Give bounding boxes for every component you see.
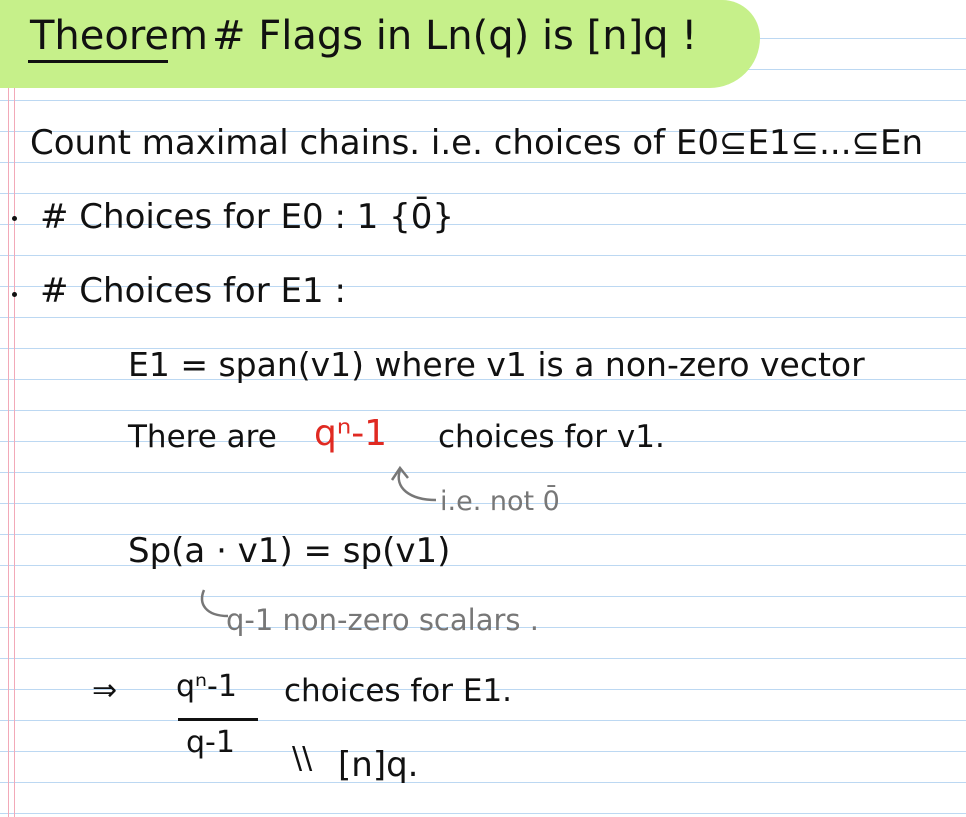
title-statement: # Flags in Ln(q) is [n]q ! — [212, 13, 698, 59]
implies-arrow: ⇒ — [92, 673, 118, 708]
there-are-text: There are — [128, 419, 277, 455]
choices-for-e1-text: choices for E1. — [284, 673, 513, 709]
ie-not-zero-note: i.e. not 0̄ — [440, 486, 560, 517]
title-underline — [28, 60, 168, 63]
bullet-dot — [12, 216, 17, 221]
fraction-denominator: q-1 — [186, 725, 235, 760]
scalars-note: q-1 non-zero scalars . — [226, 603, 539, 637]
curved-arrow-icon — [386, 460, 446, 510]
title-word: Theorem — [30, 13, 209, 59]
bullet-dot — [12, 292, 17, 297]
approx-symbol: \\ — [292, 741, 313, 776]
red-count: qⁿ-1 — [314, 413, 388, 454]
sp-equation: Sp(a · v1) = sp(v1) — [128, 531, 451, 571]
margin-line-right — [14, 0, 15, 817]
span-line: E1 = span(v1) where v1 is a non-zero vector — [128, 345, 865, 384]
choices-for-v1-text: choices for v1. — [438, 419, 665, 455]
margin-line-left — [8, 0, 9, 817]
e0-line: # Choices for E0 : 1 {0̄} — [40, 197, 455, 237]
fraction-bar — [178, 718, 258, 721]
e1-line: # Choices for E1 : — [40, 271, 346, 311]
count-line: Count maximal chains. i.e. choices of E0⊆E1⊆...⊆En — [30, 123, 924, 163]
fraction-numerator: qⁿ-1 — [176, 669, 237, 704]
q-integer-result: [n]q. — [338, 745, 419, 785]
